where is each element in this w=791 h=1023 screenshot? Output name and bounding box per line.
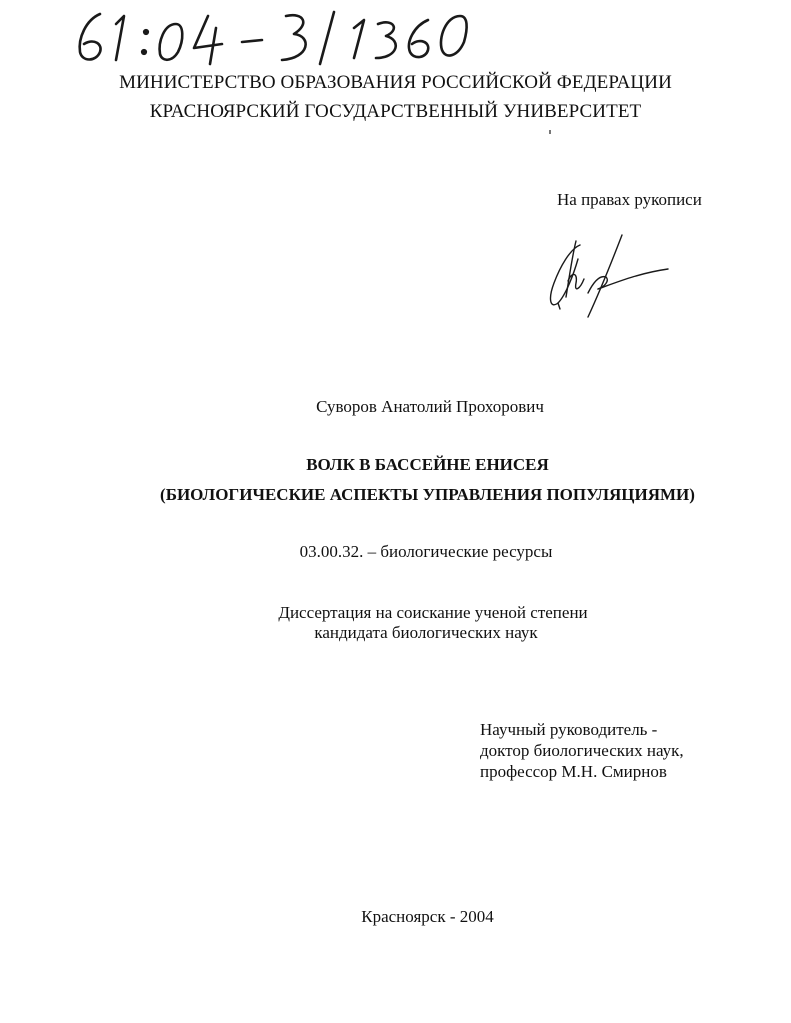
supervisor-role: Научный руководитель - <box>480 720 658 739</box>
author-name: Суворов Анатолий Прохорович <box>316 397 544 416</box>
author-signature <box>540 233 670 323</box>
dissertation-title: ВОЛК В БАССЕЙНЕ ЕНИСЕЯ <box>306 455 549 474</box>
specialty-code: 03.00.32. – биологические ресурсы <box>299 542 553 561</box>
degree-statement-line1: Диссертация на соискание ученой степени <box>278 603 588 622</box>
degree-statement-line2: кандидата биологических наук <box>314 623 538 642</box>
archive-code-handwritten <box>72 2 482 66</box>
ministry-heading: МИНИСТЕРСТВО ОБРАЗОВАНИЯ РОССИЙСКОЙ ФЕДЕРАЦИИ <box>119 72 672 93</box>
manuscript-rights-label: На правах рукописи <box>557 190 702 209</box>
dissertation-subtitle: (БИОЛОГИЧЕСКИЕ АСПЕКТЫ УПРАВЛЕНИЯ ПОПУЛЯЦИЯМИ) <box>160 485 695 504</box>
scan-speck <box>549 130 551 134</box>
supervisor-name: профессор М.Н. Смирнов <box>480 762 667 781</box>
university-heading: КРАСНОЯРСКИЙ ГОСУДАРСТВЕННЫЙ УНИВЕРСИТЕТ <box>149 101 642 122</box>
city-year: Красноярск - 2004 <box>361 907 494 926</box>
supervisor-degree: доктор биологических наук, <box>480 741 684 760</box>
